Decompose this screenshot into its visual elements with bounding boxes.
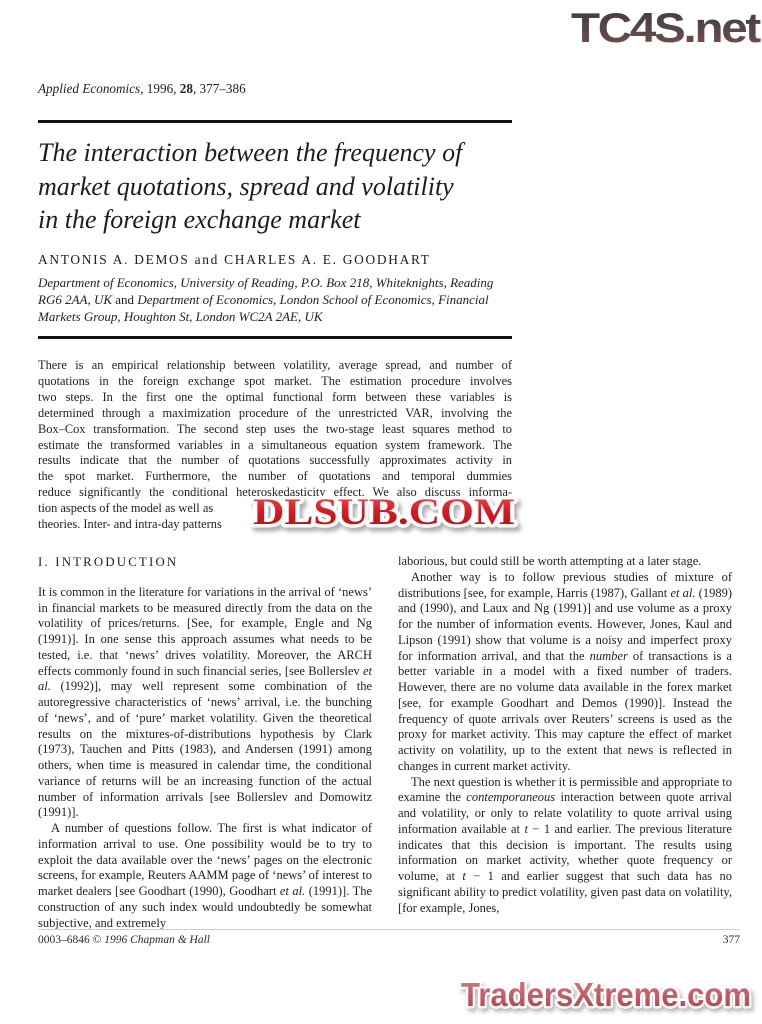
title-rule bbox=[38, 120, 512, 123]
title-line-1: The interaction between the frequency of bbox=[38, 138, 463, 167]
text-run: interaction between quote arrival and volatility, or only to relate volatility to quote arrival using information available at bbox=[398, 790, 732, 836]
tradersxtreme-watermark-text: TradersXtreme.com bbox=[461, 976, 751, 1013]
abstract-full-lines bbox=[38, 358, 512, 501]
text-run: and bbox=[112, 291, 138, 307]
body-columns bbox=[38, 554, 732, 931]
paragraph bbox=[398, 570, 732, 775]
abstract-rule bbox=[38, 336, 512, 339]
text-run: et al. bbox=[670, 585, 696, 600]
text-run: A number of questions follow. The first is what indicator of information arrival to use. One possibility would be to try to exploit the data available over the ‘news’ pages on the electronic screens, for example, Reuters AAMM page of ‘news’ of interest to market dealers [see Goodhart (1990), Goodhart bbox=[38, 821, 372, 898]
tradersxtreme-watermark bbox=[450, 970, 762, 1020]
authors-line: ANTONIS A. DEMOS and CHARLES A. E. GOODHART bbox=[38, 252, 431, 267]
text-run: Another way is to follow previous studies of mixture of distributions [see, for example, Harris (1987), Gallant bbox=[398, 569, 732, 600]
text-run: 0003–6846 © bbox=[38, 934, 105, 946]
footer-rule bbox=[38, 929, 740, 930]
title-line-3: in the foreign exchange market bbox=[38, 205, 361, 234]
dlsub-watermark-text: DLSUB.COM bbox=[253, 492, 515, 533]
text-run: et al. bbox=[279, 884, 306, 898]
text-run: − 1 and earlier. The previous literature indicates that this decision is important. The results using information on market activity, whether quote frequency or volume, at bbox=[398, 821, 732, 883]
text-run: contemporaneous bbox=[466, 790, 556, 805]
text-run: Department of Economics, London School of Economics, Financial Markets Group, Houghton St, London WC2A 2AE, UK bbox=[38, 291, 489, 324]
left-column bbox=[38, 554, 372, 931]
paragraph bbox=[398, 554, 732, 570]
text-run: , 1996, bbox=[140, 81, 180, 96]
dlsub-watermark bbox=[242, 485, 526, 537]
text-run: et al. bbox=[38, 663, 372, 694]
abstract-line: quotations in the foreign exchange spot market. The estimation procedure involves bbox=[38, 373, 512, 388]
text-run: , 377–386 bbox=[192, 81, 246, 96]
abstract-line: estimate the transformed variables in a simultaneous equation system framework. The bbox=[38, 437, 512, 452]
text-run: t bbox=[524, 821, 528, 836]
tc4s-watermark bbox=[568, 4, 762, 50]
text-run: (1992)], may well represent some combination of the autoregressive characteristics of ‘news’ arrival, i.e. the bunching of ‘news’, and of ‘pure’ market volatility. Given the theoretical results on the mixtures-of-distributions hypothesis by Clark (1973), Tauchen and Pitts (1983), and Andersen (1991) among others, when time is measured in calendar time, the conditional variance of returns will be an increasing function of the actual number of information arrivals [see Bollerslev and Domowitz (1991)]. bbox=[38, 679, 372, 820]
section-heading-introduction: I. INTRODUCTION bbox=[38, 555, 179, 569]
abstract-line: the spot market. Furthermore, the number of quotations and temporal dummies bbox=[38, 469, 512, 484]
footer-issn-copyright bbox=[38, 934, 210, 946]
title-line-2: market quotations, spread and volatility bbox=[38, 171, 454, 201]
abstract-line: There is an empirical relationship between volatility, average spread, and number of bbox=[38, 358, 512, 372]
abstract-line: results indicate that the number of quotations successfully approximates activity in bbox=[38, 453, 512, 468]
paragraph bbox=[398, 775, 732, 917]
footer-page-number: 377 bbox=[722, 934, 740, 946]
text-run: Department of Economics, University of Reading, P.O. Box 218, Whiteknights, Reading RG6 2AA, UK bbox=[38, 275, 494, 307]
text-run: (1991)]. The construction of any such index would undoubtedly be somewhat subjective, and extremely bbox=[38, 884, 373, 930]
affiliation bbox=[38, 275, 504, 325]
paragraph bbox=[38, 821, 372, 931]
abstract-line: reduce significantly the conditional heteroskedasticity effect. We also discuss informa- bbox=[38, 485, 512, 500]
text-run: t bbox=[462, 869, 466, 883]
page-title bbox=[38, 136, 538, 237]
journal-reference bbox=[38, 81, 246, 97]
text-run: 1996 Chapman & Hall bbox=[104, 934, 210, 946]
text-run: − 1 and earlier suggest that such data has no significant ability to predict volatility, given past data on volatility, [for example, Jones, bbox=[398, 869, 733, 915]
tc4s-watermark-text: TC4S.net bbox=[571, 4, 762, 50]
text-run: The next question is whether it is permissible and appropriate to examine the bbox=[398, 774, 732, 805]
text-run: It is common in the literature for variations in the arrival of ‘news’ in financial markets to be measured directly from the data on the volatility of prices/returns. [See, for example, Engle and Ng (1991)]. In one sense this approach assumes what needs to be tested, i.e. that ‘news’ drives volatility. Moreover, the ARCH effects commonly found in such financial series, [see Bollerslev bbox=[38, 584, 372, 678]
text-run: (1989) and (1990), and Laux and Ng (1991)] and use volume as a proxy for the number of information events. However, Jones, Kaul and Lipson (1991) show that volume is a noisy and imperfect proxy for information arrival, and that the bbox=[398, 585, 733, 663]
abstract-line: two steps. In the first one the optimal functional form between these variables is bbox=[38, 389, 512, 404]
abstract-line: Box–Cox transformation. The second step uses the two-stage least squares method to bbox=[38, 421, 512, 436]
paragraph bbox=[38, 585, 372, 821]
text-run: number bbox=[589, 648, 628, 663]
text-run: laborious, but could still be worth attempting at a later stage. bbox=[398, 554, 702, 568]
text-run: of transactions is a better variable in a model with a fixed number of traders. However, there are no volume data available in the forex market [see, for example Goodhart and Demos (1990)]. Instead the frequency of quote arrivals over Reuters’ screens is used as the proxy for market activity. This may capture the effect of market activity on volatility, up to the extent that news is reflected in changes in current market activity. bbox=[398, 648, 732, 773]
footer bbox=[38, 934, 740, 946]
abstract-line: tion aspects of the model as well as bbox=[38, 501, 214, 516]
abstract-line: determined through a maximization procedure of the unrestricted VAR, involving the bbox=[38, 405, 512, 420]
abstract-line: theories. Inter- and intra-day patterns bbox=[38, 517, 222, 532]
text-run: 28 bbox=[179, 81, 193, 96]
right-column bbox=[398, 554, 732, 931]
text-run: Applied Economics bbox=[38, 81, 141, 96]
